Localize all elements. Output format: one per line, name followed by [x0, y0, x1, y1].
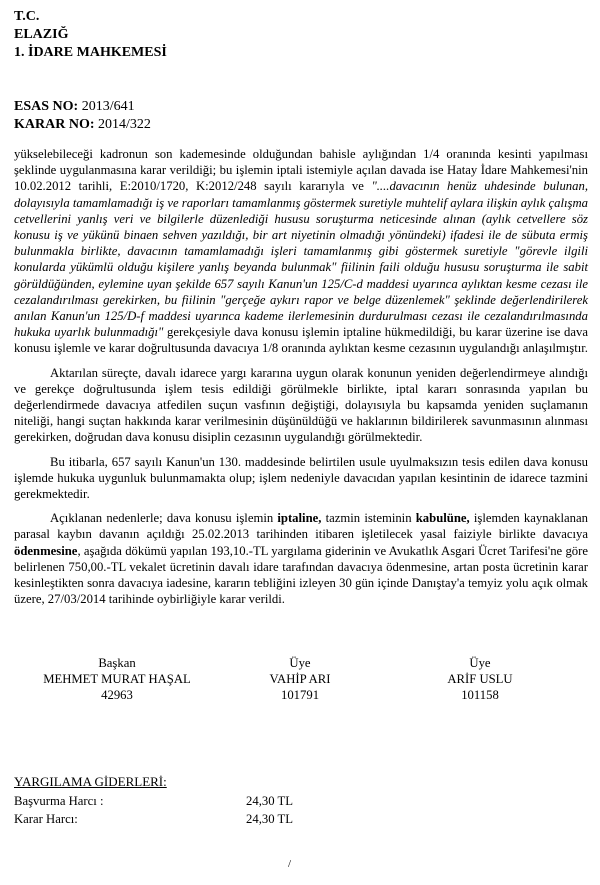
paragraph-4: [14, 510, 588, 607]
signature-number: 42963: [101, 688, 133, 702]
esas-label: ESAS NO:: [14, 99, 79, 114]
karar-value: 2014/322: [94, 117, 151, 132]
signature-name: MEHMET MURAT HAŞAL: [43, 672, 191, 686]
p4-part-e: , aşağıda dökümü yapılan 193,10.-TL yargılama giderinin ve Avukatlık Asgari Ücret Tarifesi'ne göre belirlenen 750,00.-TL vekalet ücretinin davalı idare tarafından davacıya ödenmesine, artan posta ücretinin karar kesinleştikten sonra davacıya iadesine, kararın tebliğini izleyen 30 gün içinde Danıştay'a temyiz yolu açık olmak üzere, 27/03/2014 tarihinde oybirliğiyle karar verildi.: [14, 543, 588, 607]
signature-role: Üye: [469, 656, 491, 670]
cost-label: Karar Harcı:: [14, 812, 78, 826]
cost-amount: 24,30 TL: [246, 812, 293, 826]
p4-odenmesine: ödenmesine: [14, 543, 78, 558]
costs-title: YARGILAMA GİDERLERİ:: [14, 774, 167, 789]
signature-president: [22, 655, 212, 703]
signature-member-2: [400, 655, 560, 703]
esas-number: [14, 98, 135, 116]
paragraph-2: Aktarılan süreçte, davalı idarece yargı kararına uygun olarak konunun yeniden değerlendirmeye alındığı ve gerekçe doğrultusunda işlem tesis edildiği görülmekle birlikte, iptal kararı sonrasında yapılan bu değerlendirmede davacıya atfedilen suçun vasfının değiştiği, dolayısıyla bu kapsamda yeniden suçlamanın niteliği, hangi suçtan hakkında karar verilmesinin düşünüldüğü ve haklarının bildirilerek savunmasının alınması gerekirken, doğrudan dava konusu disiplin cezasının uygulandığı görülmektedir.: [14, 365, 588, 445]
karar-number: [14, 116, 151, 134]
cost-row: [14, 794, 293, 809]
paragraph-3: Bu itibarla, 657 sayılı Kanun'un 130. maddesinde belirtilen usule uyulmaksızın tesis edilen dava konusu işlemde hukuka uygunluk bulunmamakta olup; işlem nedeniyle davacıdan yapılan kesintinin de idarece tazmini gerekmektedir.: [14, 454, 588, 502]
signature-number: 101791: [280, 688, 320, 702]
signature-role: Üye: [289, 656, 311, 670]
p4-iptaline: iptaline,: [277, 511, 322, 526]
decision-body: [14, 146, 588, 607]
page-marker: /: [288, 858, 292, 870]
karar-label: KARAR NO:: [14, 117, 95, 132]
p4-part-d: işlemden kaynaklanan parasal kaybın davanın açıldığı 25.02.2013 tarihinden itibaren işletilecek yasal faiziyle birlikte davacıya: [14, 511, 588, 542]
p4-kabulune: kabulüne,: [415, 511, 470, 526]
signature-role: Başkan: [98, 656, 136, 670]
cost-row: [14, 812, 293, 827]
p4-part-a: Açıklanan nedenlerle; dava konusu işlemin: [50, 511, 278, 526]
signature-member-1: [220, 655, 380, 703]
paragraph-1-start: yükselebileceği kadronun son kademesinde olduğundan bahisle aylığından 1/4 oranında kesinti yapılması şeklinde uygulanmasına karar verildiği; bu işlemin iptali istemiyle açılan davada ise Hatay İdare Mahkemesi'nin 10.02.2012 tarihli, E:2010/1720, K:2012/248 sayılı kararıyla ve: [14, 147, 588, 194]
cost-label: Başvurma Harcı :: [14, 794, 104, 808]
cost-amount: 24,30 TL: [246, 794, 293, 808]
paragraph-1-quote: "....davacının henüz uhdesinde bulunan, dolayısıyla tamamlamadığı iş ve raporları tamamlanmış göstermek suretiyle muhtelif aylara ilişkin aylık çalışma cetvellerini yanlış veri ve bilgilerle düzenlediği hususu soruşturma neticesinde alınan (aylık cetvellere söz konusu iş ve yükünü binaen sehven yazıldığı, bir art niyetinin olmadığı yönündeki) ifadesi ile de sübuta ermiş bulunmakla birlikte, davacının tamamlamadığı işleri tamamlanmış gibi göstermek suretiyle "görevle ilgili konularda yükümlü olduğu kişilere yanlış beyanda bulunmak" fiilinin faili olduğu hususu soruşturma ile sabit görüldüğünden, eylemine uyan şekilde 657 sayılı Kanun'un 125/C-d maddesi uyarınca aylıktan kesme cezası ile cezalandırılması gerekirken, bu fiilinin "gerçeğe aykırı rapor ve belge düzenlemek" şeklinde değerlendirilerek anılan Kanun'un 125/D-f maddesi uyarınca kademe ilerlemesinin durdurulması cezası ile cezalandırılmasında hukuka uyarlık bulunmadığı": [14, 179, 588, 340]
esas-value: 2013/641: [78, 99, 135, 114]
paragraph-1: [14, 146, 588, 357]
court-city: ELAZIĞ: [14, 27, 69, 42]
p4-part-c: tazmin isteminin: [321, 511, 416, 526]
court-country: T.C.: [14, 9, 40, 24]
court-name: 1. İDARE MAHKEMESİ: [14, 45, 167, 60]
signature-number: 101158: [461, 688, 499, 702]
signature-name: ARİF USLU: [447, 672, 513, 686]
paragraph-1-end: gerekçesiyle dava konusu işlemin iptaline hükmedildiği, bu karar üzerine ise dava konusu işlemle ve karar doğrultusunda davacıya 1/8 oranında aylıktan kesme cezasının uygulandığı anlaşılmıştır.: [14, 325, 589, 356]
signature-name: VAHİP ARI: [269, 672, 331, 686]
